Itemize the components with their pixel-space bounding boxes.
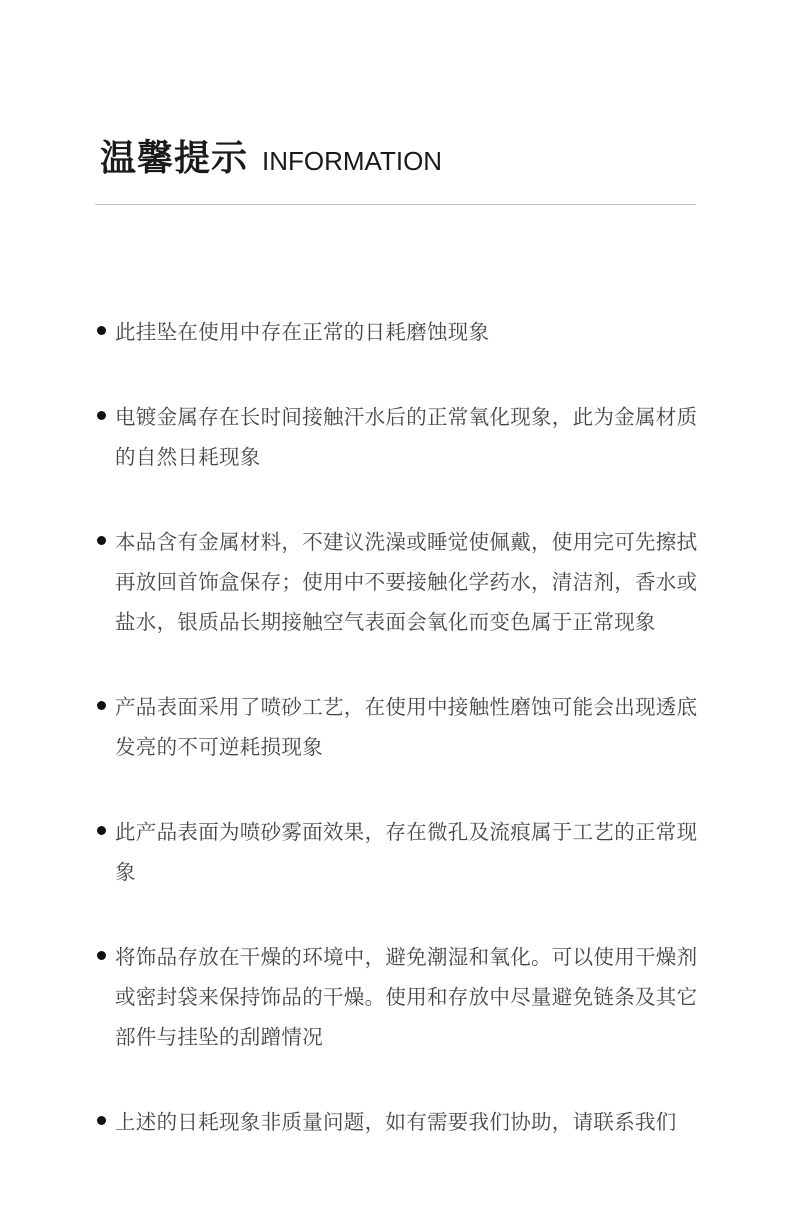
tip-item <box>96 522 716 642</box>
tip-text: 电镀金属存在长时间接触汗水后的正常氧化现象，此为金属材质的自然日耗现象 <box>115 405 698 469</box>
tips-list <box>96 312 716 1187</box>
tip-item <box>96 937 716 1057</box>
tip-item <box>96 812 716 892</box>
bullet-icon <box>97 411 106 420</box>
bullet-icon <box>97 701 106 710</box>
tip-item <box>96 1102 716 1142</box>
tip-text: 将饰品存放在干燥的环境中，避免潮湿和氧化。可以使用干燥剂或密封袋来保持饰品的干燥。使用和存放中尽量避免链条及其它部件与挂坠的刮蹭情况 <box>115 945 698 1049</box>
bullet-icon <box>97 536 106 545</box>
bullet-icon <box>97 951 106 960</box>
tip-item <box>96 687 716 767</box>
tip-item <box>96 397 716 477</box>
page-subtitle: INFORMATION <box>262 146 443 176</box>
header-divider <box>95 204 696 205</box>
bullet-icon <box>97 826 106 835</box>
tip-text: 此产品表面为喷砂雾面效果，存在微孔及流痕属于工艺的正常现象 <box>115 820 698 884</box>
section-header <box>100 130 700 181</box>
bullet-icon <box>97 326 106 335</box>
tip-text: 产品表面采用了喷砂工艺，在使用中接触性磨蚀可能会出现透底发亮的不可逆耗损现象 <box>115 695 698 759</box>
bullet-icon <box>97 1116 106 1125</box>
tip-item <box>96 312 716 352</box>
page-title: 温馨提示 <box>100 138 249 179</box>
tip-text: 本品含有金属材料，不建议洗澡或睡觉使佩戴，使用完可先擦拭再放回首饰盒保存；使用中不要接触化学药水，清洁剂，香水或盐水，银质品长期接触空气表面会氧化而变色属于正常现象 <box>115 530 698 634</box>
tip-text: 上述的日耗现象非质量问题，如有需要我们协助，请联系我们 <box>115 1110 677 1134</box>
tip-text: 此挂坠在使用中存在正常的日耗磨蚀现象 <box>115 320 490 344</box>
